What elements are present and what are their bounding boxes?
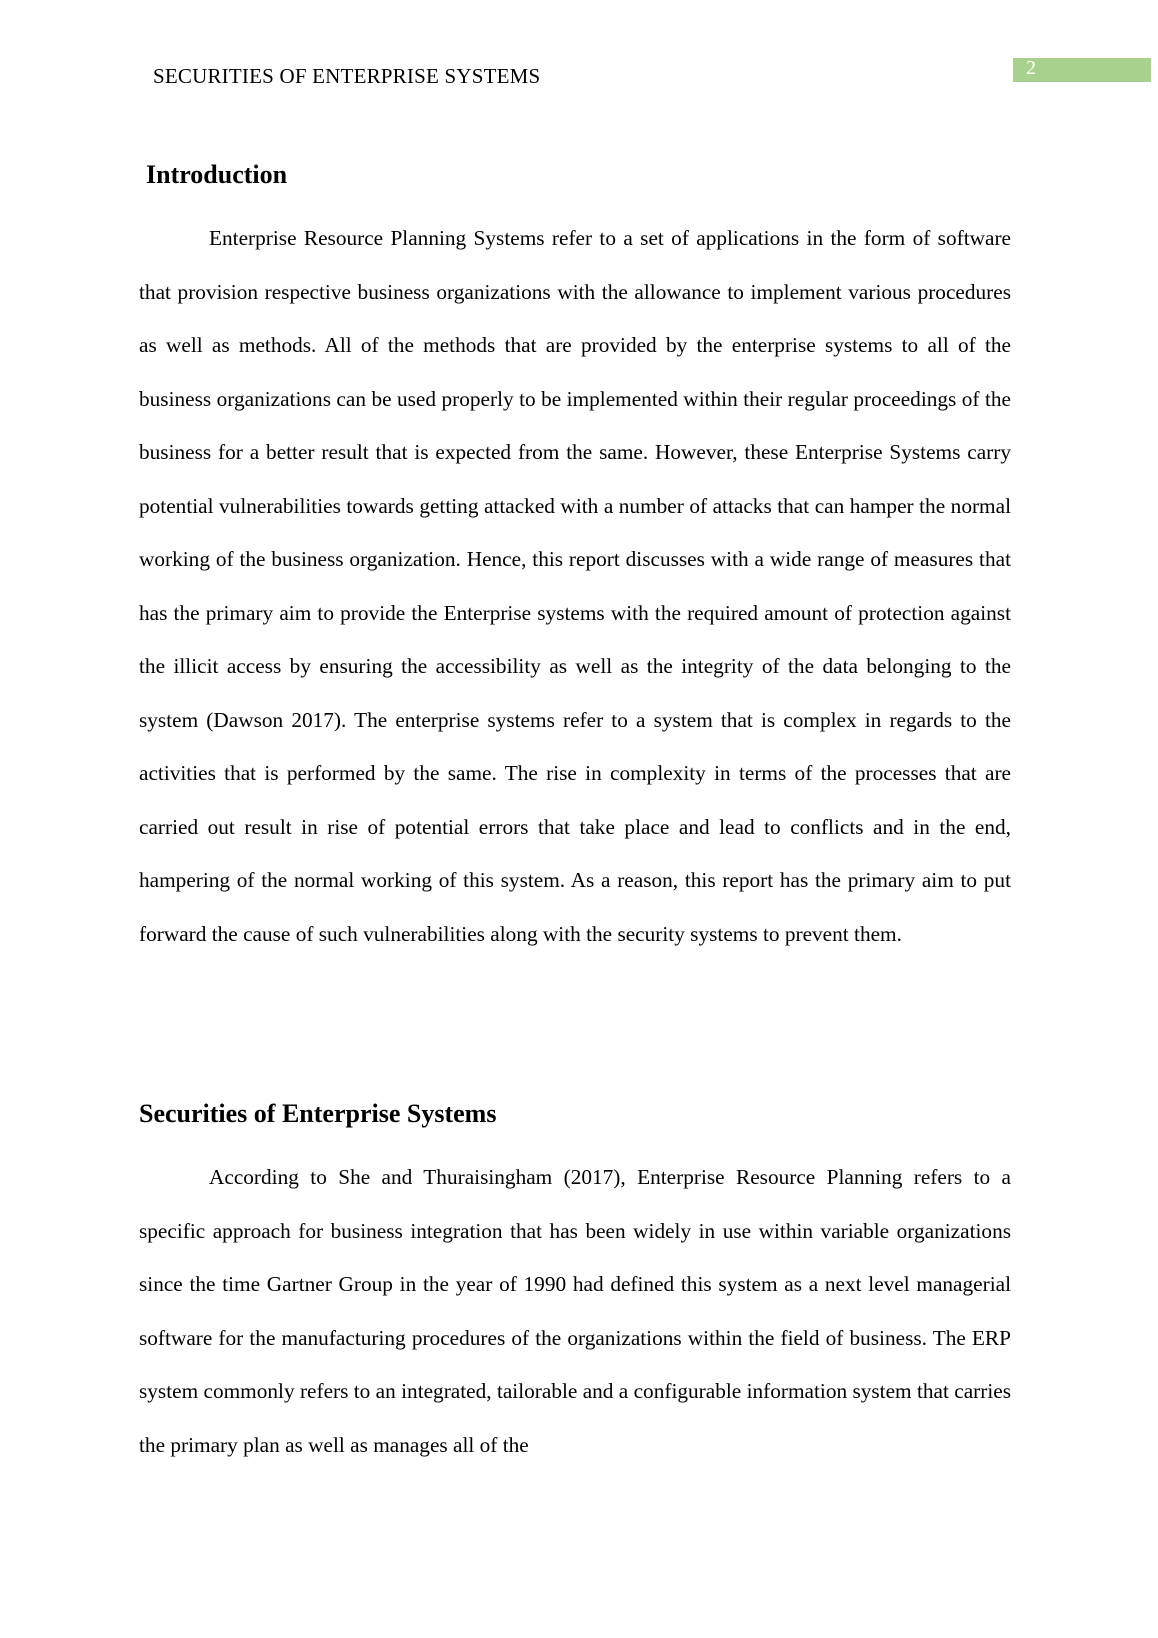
section-heading-introduction: Introduction xyxy=(146,160,288,189)
running-header-title: SECURITIES OF ENTERPRISE SYSTEMS xyxy=(153,64,541,88)
securities-paragraph: According to She and Thuraisingham (2017), Enterprise Resource Planning refers to a specific approach for business integration that has been widely in use within variable organizations since the time Gartner Group in the year of 1990 had defined this system as a next level managerial software for the manufacturing procedures of the organizations within the field of business. The ERP system commonly refers to an integrated, tailorable and a configurable information system that carries the primary plan as well as manages all of the xyxy=(139,1165,1011,1457)
page-number-badge xyxy=(1013,58,1151,82)
introduction-paragraph: Enterprise Resource Planning Systems refer to a set of applications in the form of software that provision respective business organizations with the allowance to implement various procedures as well as methods. All of the methods that are provided by the enterprise systems to all of the business organizations can be used properly to be implemented within their regular proceedings of the business for a better result that is expected from the same. However, these Enterprise Systems carry potential vulnerabilities towards getting attacked with a number of attacks that can hamper the normal working of the business organization. Hence, this report discusses with a wide range of measures that has the primary aim to provide the Enterprise systems with the required amount of protection against the illicit access by ensuring the accessibility as well as the integrity of the data belonging to the system (Dawson 2017). The enterprise systems refer to a system that is complex in regards to the activities that is performed by the same. The rise in complexity in terms of the processes that are carried out result in rise of potential errors that take place and lead to conflicts and in the end, hampering of the normal working of this system. As a reason, this report has the primary aim to put forward the cause of such vulnerabilities along with the security systems to prevent them. xyxy=(139,226,1011,946)
page-number: 2 xyxy=(1026,57,1036,79)
section-heading-securities: Securities of Enterprise Systems xyxy=(139,1099,497,1128)
